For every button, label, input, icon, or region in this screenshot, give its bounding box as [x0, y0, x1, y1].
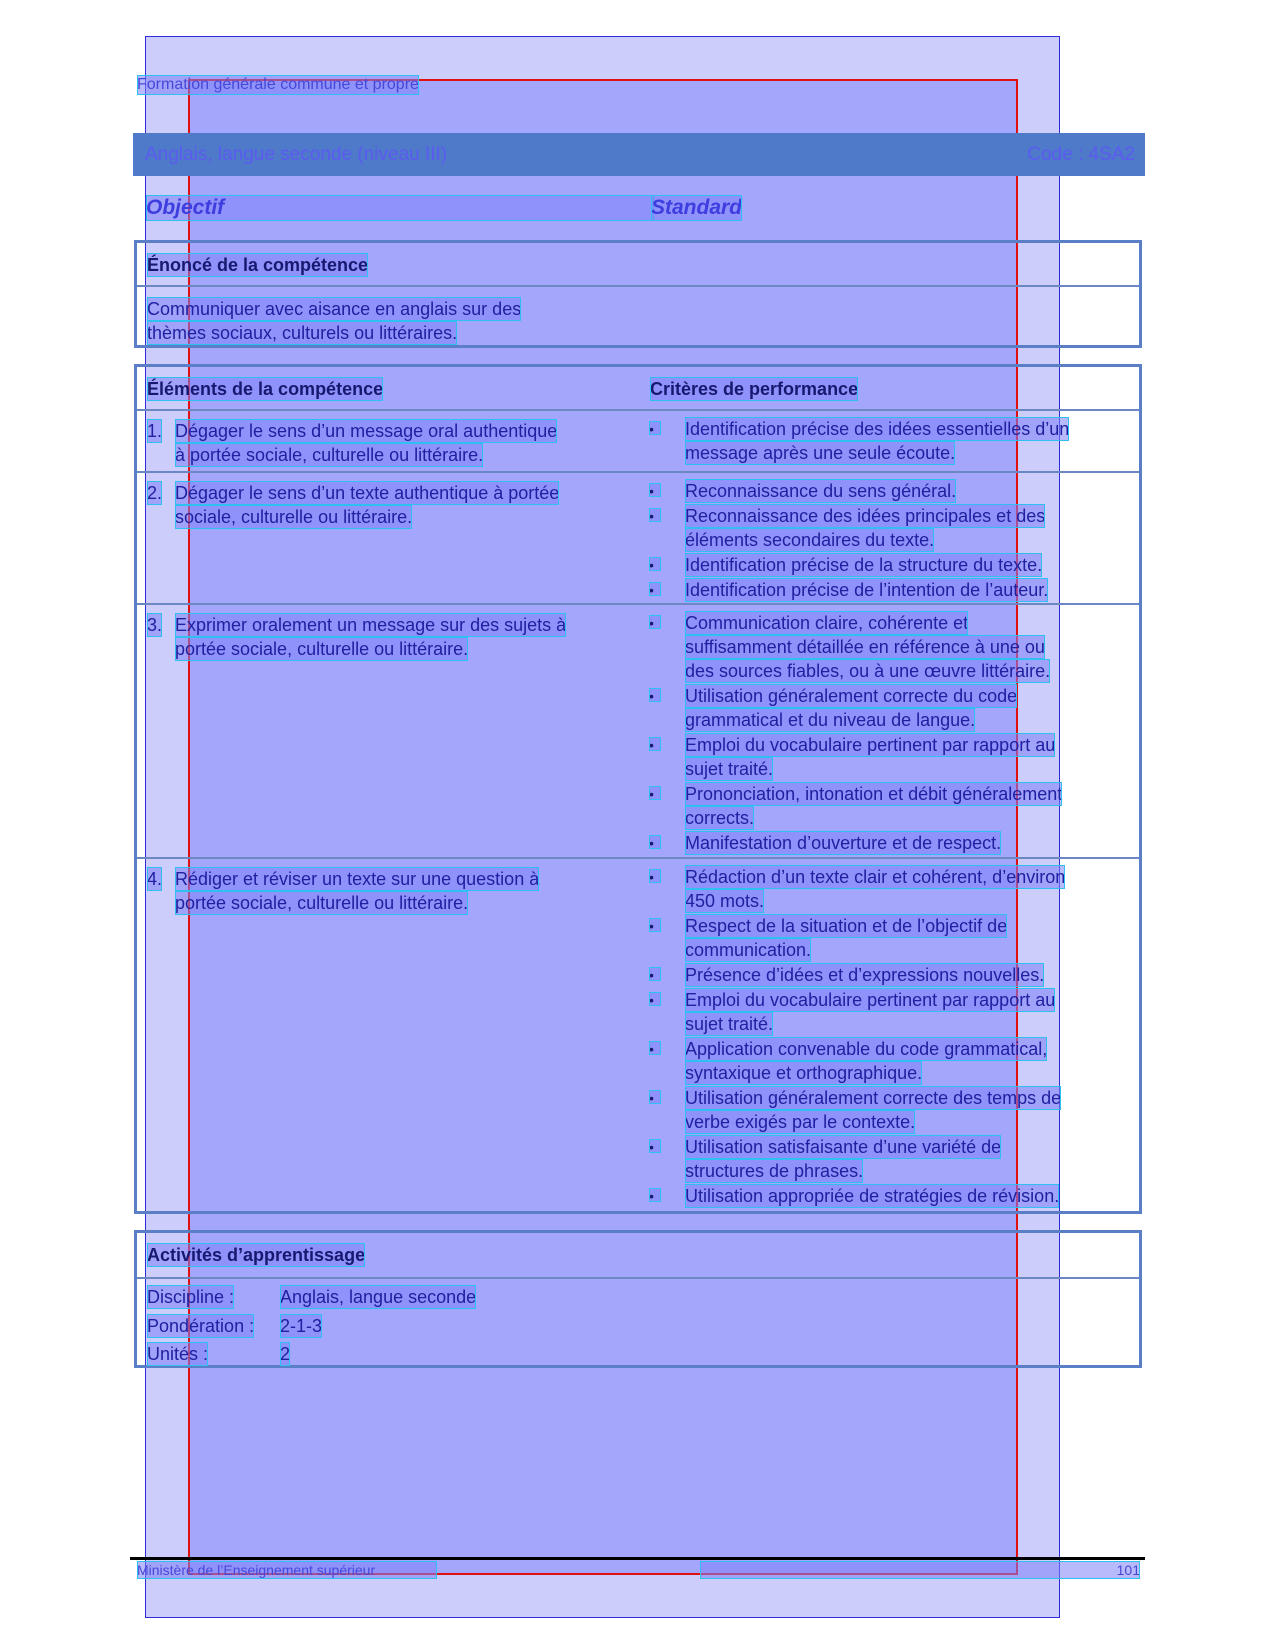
bullet-icon: • — [649, 918, 661, 932]
criterion-text-line: sujet traité. — [685, 1014, 774, 1034]
activites-box — [134, 1230, 1142, 1368]
criterion-text-line: sujet traité. — [685, 759, 774, 779]
bullet-icon: • — [649, 483, 661, 497]
bullet-icon: • — [649, 992, 661, 1006]
criterion-text-line: structures de phrases. — [685, 1161, 864, 1181]
element-number: 2. — [147, 483, 163, 503]
unites-label: Unités : — [147, 1344, 209, 1364]
criterion-text-line: Respect de la situation et de l’objectif de — [685, 916, 1008, 936]
bullet-icon: • — [649, 967, 661, 981]
element-text-line: Dégager le sens d’un message oral authentique — [175, 421, 558, 441]
criterion-text-line: Identification précise de la structure du texte. — [685, 555, 1043, 575]
criterion-text-line: syntaxique et orthographique. — [685, 1063, 923, 1083]
element-text-line: Dégager le sens d’un texte authentique à portée — [175, 483, 560, 503]
program-type: Formation générale commune et propre — [137, 76, 419, 93]
criterion-text-line: suffisamment détaillée en référence à une ou — [685, 637, 1045, 657]
footer-rule — [130, 1557, 1145, 1560]
standard-label: Standard — [651, 196, 743, 219]
objectif-label: Objectif — [146, 195, 654, 221]
criterion-text-line: Reconnaissance du sens général. — [685, 481, 957, 501]
bullet-icon: • — [649, 688, 661, 702]
element-text-line: portée sociale, culturelle ou littéraire. — [175, 639, 469, 659]
elements-criteria-box — [134, 364, 1142, 1214]
criterion-text-line: corrects. — [685, 808, 755, 828]
competence-heading: Énoncé de la compétence — [147, 255, 369, 275]
criterion-text-line: Emploi du vocabulaire pertinent par rapport au — [685, 990, 1056, 1010]
element-text-line: à portée sociale, culturelle ou littéraire. — [175, 445, 484, 465]
criterion-text-line: Identification précise des idées essentielles d’un — [685, 419, 1070, 439]
ponderation-label: Pondération : — [147, 1316, 255, 1336]
bullet-icon: • — [649, 1188, 661, 1202]
element-number: 4. — [147, 869, 163, 889]
divider — [137, 285, 1139, 287]
discipline-value: Anglais, langue seconde — [280, 1287, 477, 1307]
criterion-text-line: Utilisation satisfaisante d’une variété de — [685, 1137, 1002, 1157]
divider — [137, 409, 1139, 411]
criterion-text-line: verbe exigés par le contexte. — [685, 1112, 916, 1132]
criterion-text-line: communication. — [685, 940, 812, 960]
element-number: 1. — [147, 421, 163, 441]
criterion-text-line: Emploi du vocabulaire pertinent par rapport au — [685, 735, 1056, 755]
criterion-text-line: Reconnaissance des idées principales et des — [685, 506, 1046, 526]
row-divider — [137, 603, 1139, 605]
program-code: Code : 4SA2 — [1027, 144, 1135, 165]
competence-statement-line: Communiquer avec aisance en anglais sur des — [147, 299, 522, 319]
criterion-text-line: Identification précise de l’intention de l’auteur. — [685, 580, 1049, 600]
criterion-text-line: Utilisation généralement correcte des temps de — [685, 1088, 1062, 1108]
criterion-text-line: Présence d’idées et d’expressions nouvelles. — [685, 965, 1045, 985]
unites-value: 2 — [280, 1344, 291, 1364]
bullet-icon: • — [649, 869, 661, 883]
bullet-icon: • — [649, 615, 661, 629]
program-title: Anglais, langue seconde (niveau III) — [145, 144, 448, 165]
elements-heading: Éléments de la compétence — [147, 379, 384, 399]
element-text-line: sociale, culturelle ou littéraire. — [175, 507, 413, 527]
competence-box — [134, 240, 1142, 348]
bullet-icon: • — [649, 835, 661, 849]
criterion-text-line: grammatical et du niveau de langue. — [685, 710, 976, 730]
bullet-icon: • — [649, 557, 661, 571]
row-divider — [137, 857, 1139, 859]
bullet-icon: • — [649, 737, 661, 751]
element-text-line: portée sociale, culturelle ou littéraire. — [175, 893, 469, 913]
element-text-line: Exprimer oralement un message sur des sujets à — [175, 615, 567, 635]
page-number: 101 — [700, 1561, 1140, 1579]
criterion-text-line: Utilisation appropriée de stratégies de révision. — [685, 1186, 1060, 1206]
bullet-icon: • — [649, 582, 661, 596]
element-text-line: Rédiger et réviser un texte sur une question à — [175, 869, 540, 889]
criterion-text-line: Utilisation généralement correcte du code — [685, 686, 1018, 706]
bullet-icon: • — [649, 508, 661, 522]
activites-heading: Activités d’apprentissage — [147, 1245, 366, 1265]
criterion-text-line: Application convenable du code grammatical, — [685, 1039, 1048, 1059]
ponderation-value: 2-1-3 — [280, 1316, 323, 1336]
criterion-text-line: des sources fiables, ou à une œuvre littéraire. — [685, 661, 1051, 681]
criteria-heading: Critères de performance — [650, 379, 859, 399]
criterion-text-line: Manifestation d’ouverture et de respect. — [685, 833, 1002, 853]
title-bar — [133, 133, 1145, 176]
bullet-icon: • — [649, 1139, 661, 1153]
bullet-icon: • — [649, 421, 661, 435]
criterion-text-line: Prononciation, intonation et débit généralement — [685, 784, 1063, 804]
criterion-text-line: message après une seule écoute. — [685, 443, 956, 463]
row-divider — [137, 471, 1139, 473]
bullet-icon: • — [649, 1041, 661, 1055]
criterion-text-line: Communication claire, cohérente et — [685, 613, 969, 633]
criterion-text-line: éléments secondaires du texte. — [685, 530, 935, 550]
element-number: 3. — [147, 615, 163, 635]
bullet-icon: • — [649, 1090, 661, 1104]
discipline-label: Discipline : — [147, 1287, 235, 1307]
criterion-text-line: Rédaction d’un texte clair et cohérent, d’environ — [685, 867, 1066, 887]
criterion-text-line: 450 mots. — [685, 891, 765, 911]
bullet-icon: • — [649, 786, 661, 800]
footer-ministry: Ministère de l’Enseignement supérieur — [137, 1561, 437, 1579]
competence-statement-line: thèmes sociaux, culturels ou littéraires. — [147, 323, 458, 343]
divider — [137, 1277, 1139, 1279]
